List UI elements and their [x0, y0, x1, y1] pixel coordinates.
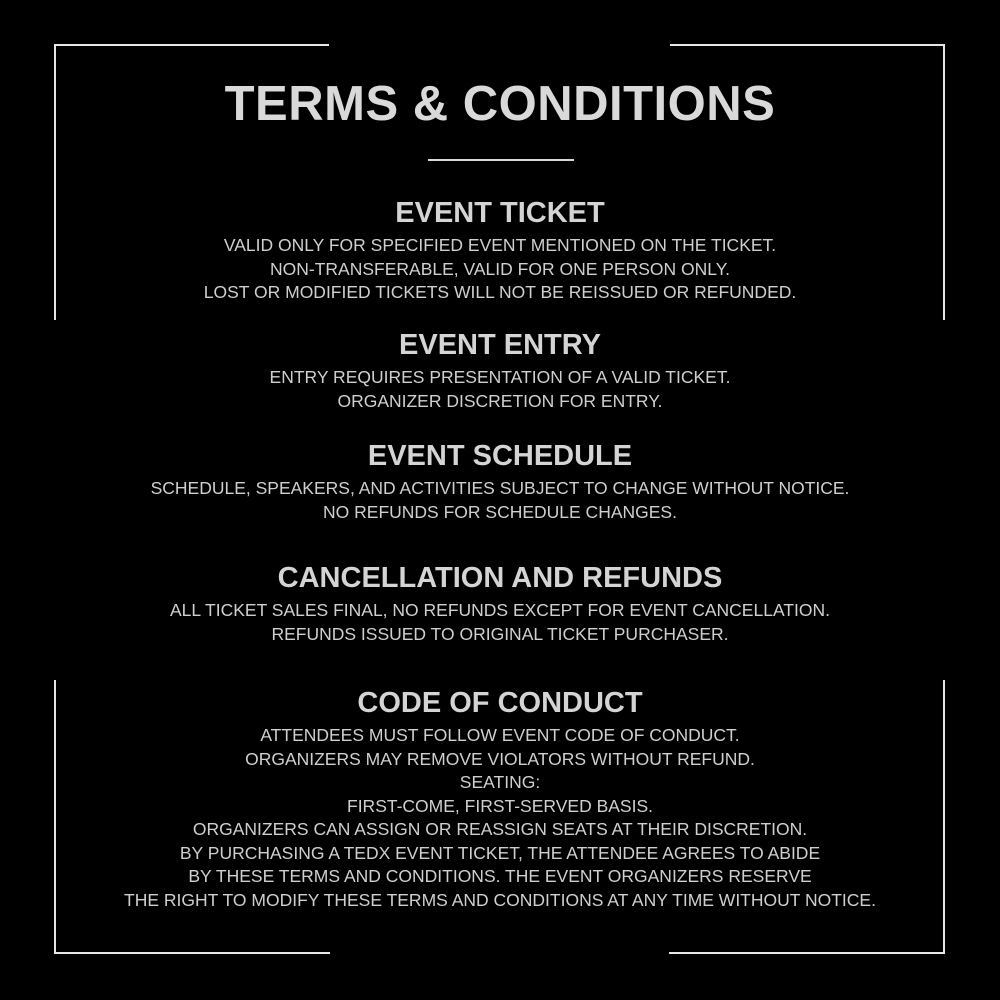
section-line: NON-TRANSFERABLE, VALID FOR ONE PERSON ONLY.: [270, 258, 730, 279]
frame-top-left-horizontal: [54, 44, 329, 46]
section-line: ORGANIZERS CAN ASSIGN OR REASSIGN SEATS AT THEIR DISCRETION.: [192, 819, 808, 839]
section-event-ticket: [0, 196, 1000, 305]
section-event-entry: [0, 328, 1000, 413]
section-body: [0, 234, 1000, 305]
section-body: [0, 477, 1000, 524]
section-line: ALL TICKET SALES FINAL, NO REFUNDS EXCEPT FOR EVENT CANCELLATION.: [170, 600, 830, 620]
section-line: BY THESE TERMS AND CONDITIONS. THE EVENT ORGANIZERS RESERVE: [188, 866, 812, 886]
section-line: THE RIGHT TO MODIFY THESE TERMS AND CONDITIONS AT ANY TIME WITHOUT NOTICE.: [124, 889, 876, 910]
frame-bottom-right-horizontal: [669, 952, 945, 954]
section-line: ATTENDEES MUST FOLLOW EVENT CODE OF CONDUCT.: [260, 725, 740, 745]
section-heading: EVENT SCHEDULE: [367, 440, 633, 472]
section-line: BY PURCHASING A TEDX EVENT TICKET, THE ATTENDEE AGREES TO ABIDE: [179, 842, 821, 863]
section-line: ORGANIZERS MAY REMOVE VIOLATORS WITHOUT REFUND.: [245, 748, 755, 769]
section-line: FIRST-COME, FIRST-SERVED BASIS.: [347, 795, 653, 816]
section-heading: CODE OF CONDUCT: [357, 687, 643, 719]
section-body: [0, 366, 1000, 413]
section-line: SEATING:: [459, 772, 541, 792]
section-event-schedule: [0, 439, 1000, 524]
section-body: [0, 724, 1000, 912]
section-line: LOST OR MODIFIED TICKETS WILL NOT BE REISSUED OR REFUNDED.: [203, 282, 797, 302]
frame-top-right-horizontal: [670, 44, 945, 46]
section-line: NO REFUNDS FOR SCHEDULE CHANGES.: [323, 501, 677, 522]
section-heading: EVENT ENTRY: [399, 329, 601, 361]
section-code-of-conduct: [0, 686, 1000, 912]
section-body: [0, 599, 1000, 646]
page-title: TERMS & CONDITIONS: [224, 77, 776, 131]
frame-bottom-left-horizontal: [54, 952, 330, 954]
section-line: VALID ONLY FOR SPECIFIED EVENT MENTIONED ON THE TICKET.: [223, 235, 777, 255]
title-divider: [428, 159, 574, 161]
section-line: REFUNDS ISSUED TO ORIGINAL TICKET PURCHASER.: [271, 623, 729, 644]
section-line: SCHEDULE, SPEAKERS, AND ACTIVITIES SUBJECT TO CHANGE WITHOUT NOTICE.: [150, 478, 850, 498]
section-line: ENTRY REQUIRES PRESENTATION OF A VALID TICKET.: [269, 367, 731, 387]
section-line: ORGANIZER DISCRETION FOR ENTRY.: [337, 390, 663, 411]
section-heading: CANCELLATION AND REFUNDS: [277, 562, 723, 594]
section-heading: EVENT TICKET: [395, 197, 605, 229]
section-cancellation-and-refunds: [0, 561, 1000, 646]
